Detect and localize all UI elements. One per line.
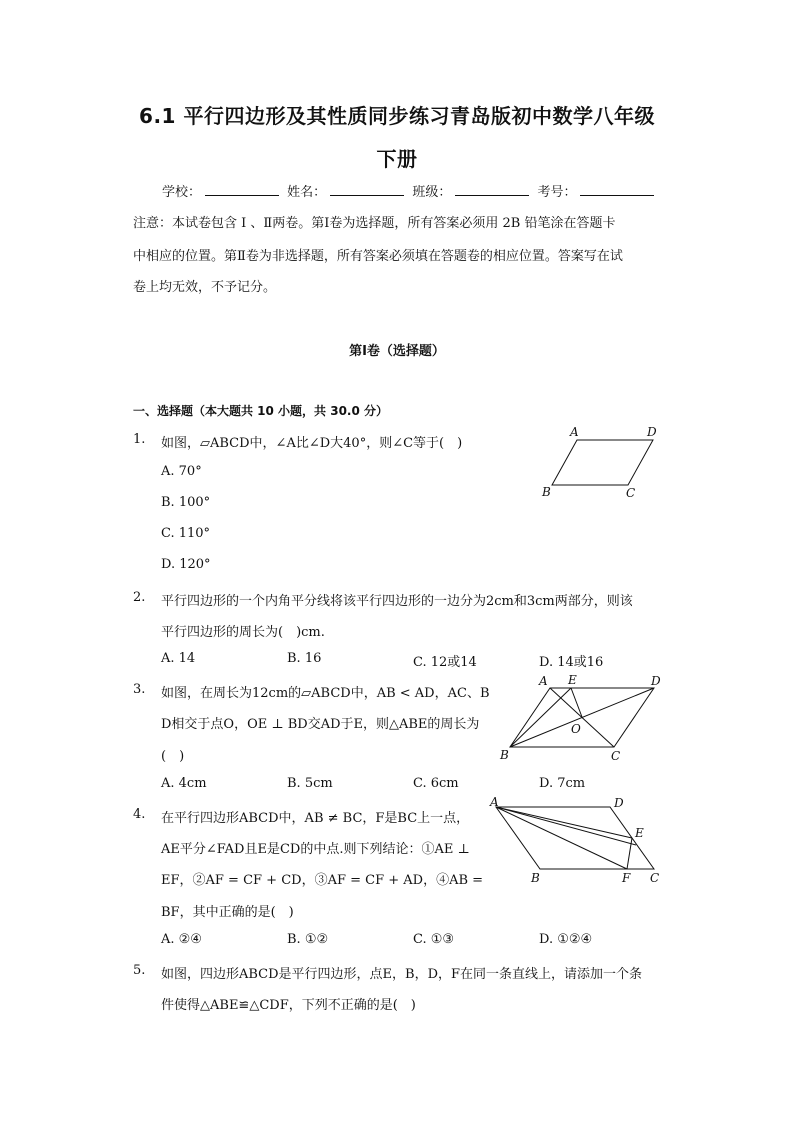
option-c[interactable]: C. 110°: [161, 526, 211, 541]
fig-label: A: [490, 795, 499, 809]
option-b[interactable]: B. 100°: [161, 495, 211, 510]
question-text: EF，②AF = CF + CD，③AF = CF + AD，④AB =: [161, 873, 484, 888]
notice-line: 注意：本试卷包含 Ⅰ 、Ⅱ两卷。第Ⅰ卷为选择题，所有答案必须用 2B 铅笔涂在答题卡: [133, 216, 616, 231]
parallelogram-figure-1: [530, 420, 670, 505]
fig-label: C: [626, 486, 636, 500]
question-number: 2.: [133, 590, 146, 605]
option-c[interactable]: C. ①③: [413, 932, 455, 947]
fig-label: B: [542, 485, 551, 499]
fig-label: B: [500, 748, 509, 762]
option-b[interactable]: B. 16: [287, 651, 322, 666]
name-label: 姓名：: [287, 185, 327, 200]
fig-label: D: [614, 796, 624, 810]
fig-label: A: [570, 425, 579, 439]
fig-label: C: [611, 749, 621, 763]
fig-label: E: [635, 826, 644, 840]
fig-label: D: [647, 425, 657, 439]
notice-line: 中相应的位置。第Ⅱ卷为非选择题，所有答案必须填在答题卷的相应位置。答案写在试: [133, 249, 623, 264]
question-text: 如图，四边形ABCD是平行四边形，点E，B，D，F在同一条直线上，请添加一个条: [161, 967, 643, 982]
question-text: D相交于点O，OE ⊥ BD交AD于E，则△ABE的周长为: [161, 717, 480, 732]
question-text: AE平分∠FAD且E是CD的中点.则下列结论：①AE ⊥: [161, 842, 470, 857]
student-info-line: [162, 181, 658, 200]
option-b[interactable]: B. ①②: [287, 932, 329, 947]
fig-label: C: [650, 871, 660, 885]
fig-label: F: [622, 871, 631, 885]
parallelogram-figure-3: [494, 670, 669, 765]
question-text: 平行四边形的周长为( )cm.: [161, 625, 325, 640]
question-text: BF，其中正确的是( ): [161, 905, 294, 920]
question-number: 1.: [133, 432, 146, 447]
fig-label: E: [568, 673, 577, 687]
option-d[interactable]: D. 120°: [161, 557, 211, 572]
question-text: 如图，在周长为12cm的▱ABCD中，AB < AD，AC、B: [161, 686, 490, 701]
page-title: 6.1 平行四边形及其性质同步练习青岛版初中数学八年级: [139, 104, 655, 128]
school-field[interactable]: [205, 184, 279, 196]
option-d[interactable]: D. ①②④: [539, 932, 593, 947]
fig-label: D: [651, 674, 661, 688]
question-text: ( ): [161, 749, 185, 764]
option-b[interactable]: B. 5cm: [287, 776, 333, 791]
question-number: 5.: [133, 963, 146, 978]
question-number: 3.: [133, 682, 146, 697]
name-field[interactable]: [330, 184, 404, 196]
question-number: 4.: [133, 807, 146, 822]
exam-no-field[interactable]: [580, 184, 654, 196]
section-title: 一、选择题（本大题共 10 小题，共 30.0 分）: [133, 404, 389, 418]
option-a[interactable]: A. 14: [161, 651, 196, 666]
class-label: 班级：: [412, 185, 452, 200]
page-title-line2: 下册: [376, 147, 418, 171]
option-c[interactable]: C. 6cm: [413, 776, 459, 791]
option-a[interactable]: A. 70°: [161, 464, 202, 479]
class-field[interactable]: [455, 184, 529, 196]
part-title: 第Ⅰ卷（选择题）: [349, 344, 445, 359]
notice-line: 卷上均无效，不予记分。: [133, 280, 277, 295]
parallelogram-figure-4: [484, 793, 669, 888]
fig-label: B: [531, 871, 540, 885]
fig-label: A: [539, 674, 548, 688]
option-a[interactable]: A. ②④: [161, 932, 202, 947]
question-text: 平行四边形的一个内角平分线将该平行四边形的一边分为2cm和3cm两部分，则该: [161, 594, 633, 609]
question-text: 如图，▱ABCD中，∠A比∠D大40°，则∠C等于( ): [161, 436, 463, 451]
question-text: 件使得△ABE≌△CDF，下列不正确的是( ): [161, 998, 416, 1013]
fig-label: O: [571, 722, 581, 736]
exam-no-label: 考号：: [537, 185, 577, 200]
school-label: 学校：: [162, 185, 202, 200]
question-text: 在平行四边形ABCD中，AB ≠ BC，F是BC上一点，: [161, 811, 470, 826]
option-d[interactable]: D. 7cm: [539, 776, 586, 791]
option-c[interactable]: C. 12或14: [413, 655, 477, 670]
option-a[interactable]: A. 4cm: [161, 776, 207, 791]
option-d[interactable]: D. 14或16: [539, 655, 604, 670]
